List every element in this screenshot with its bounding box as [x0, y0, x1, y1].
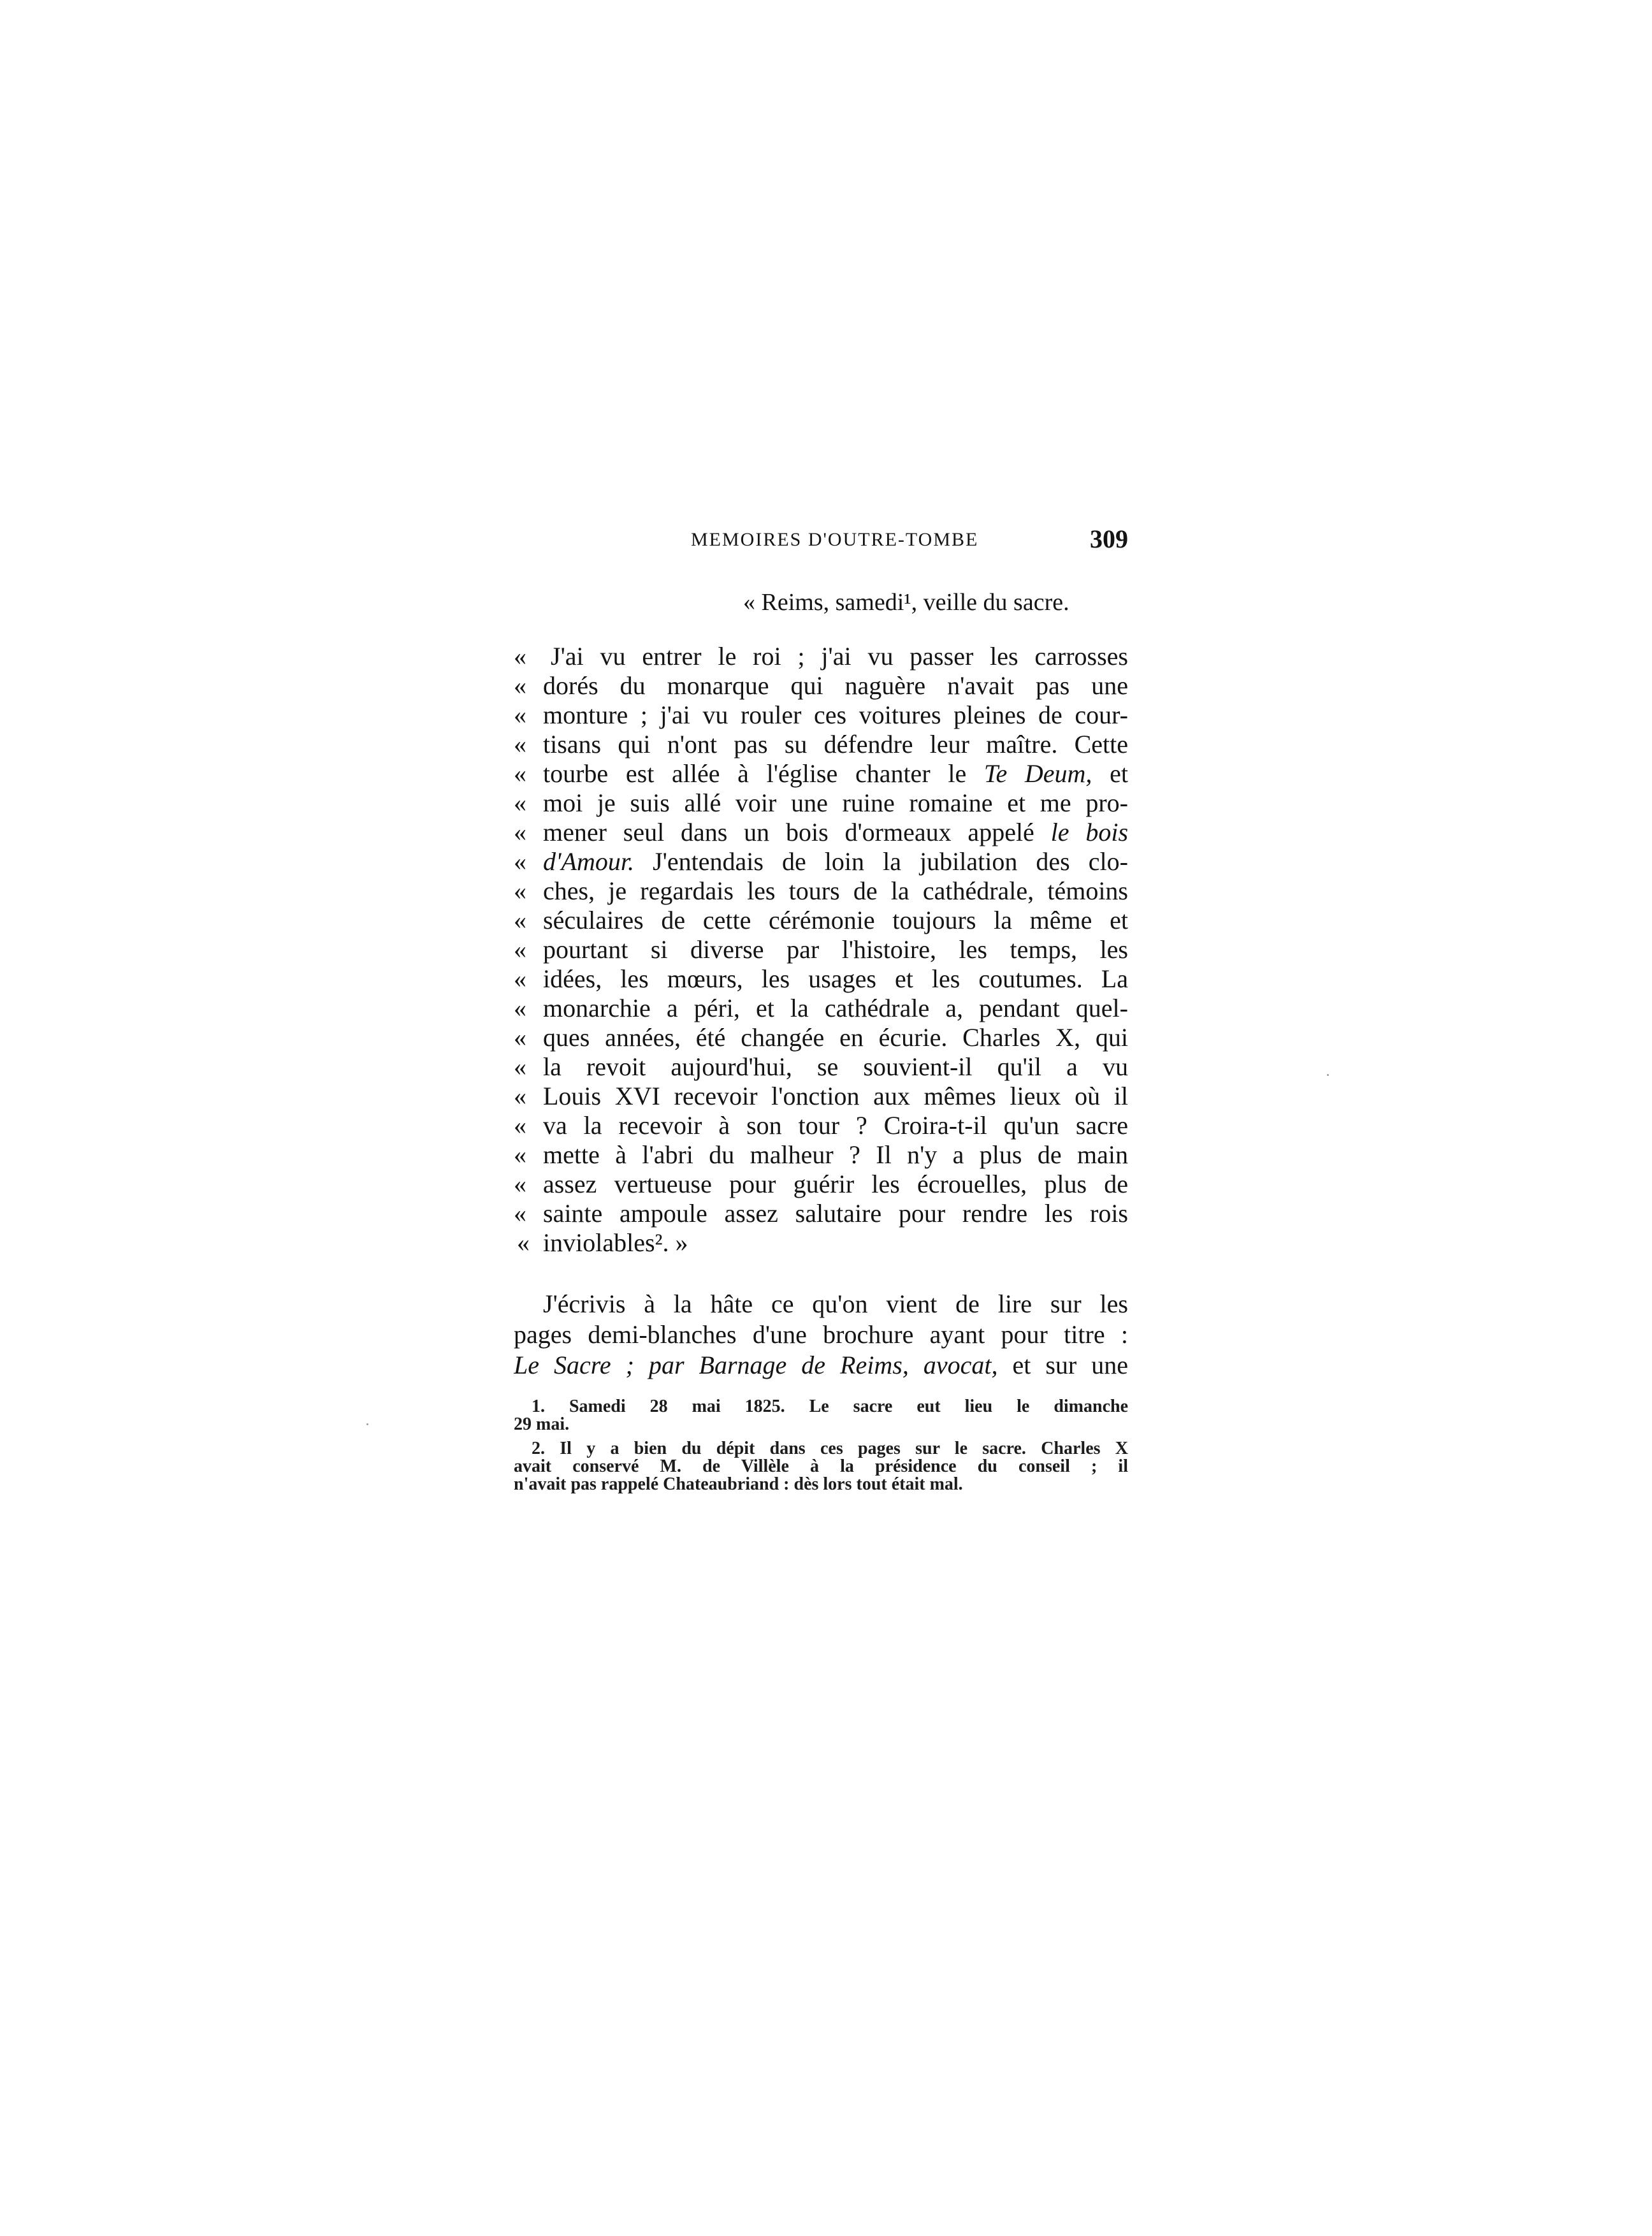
- quote-line-text: sainte ampoule assez salutaire pour rendre les rois: [543, 1199, 1128, 1228]
- quote-line: [514, 847, 1128, 876]
- guillemet: «: [514, 876, 526, 905]
- quote-line: [514, 642, 1128, 671]
- guillemet: «: [517, 1228, 530, 1257]
- guillemet: «: [514, 847, 526, 876]
- guillemet: «: [514, 906, 526, 934]
- guillemet: «: [514, 964, 526, 993]
- quote-line-text: assez vertueuse pour guérir les écrouelles, plus de: [543, 1170, 1128, 1198]
- quote-line-text: tisans qui n'ont pas su défendre leur maître. Cette: [543, 730, 1128, 759]
- paragraph-line: [514, 1350, 1128, 1381]
- quote-line: [514, 876, 1128, 906]
- scan-speck: [366, 1423, 368, 1425]
- guillemet: «: [514, 1170, 526, 1198]
- guillemet: «: [514, 1199, 526, 1228]
- footnote-line: 29 mai.: [514, 1416, 570, 1434]
- scan-speck: [1327, 1074, 1329, 1076]
- guillemet: «: [514, 1052, 526, 1081]
- quote-line-text: la revoit aujourd'hui, se souvient-il qu'il a vu: [543, 1052, 1128, 1081]
- footnote-line: 2. Il y a bien du dépit dans ces pages sur le sacre. Charles X: [532, 1440, 1128, 1458]
- guillemet: «: [514, 759, 526, 788]
- footnote-line: n'avait pas rappelé Chateaubriand : dès lors tout était mal.: [514, 1476, 963, 1493]
- quote-line-text: monture ; j'ai vu rouler ces voitures pleines de cour-: [543, 701, 1128, 729]
- footnote-gap: [514, 1434, 1128, 1440]
- quote-line: [514, 818, 1128, 847]
- dateline: « Reims, samedi¹, veille du sacre.: [743, 589, 1069, 616]
- quote-line: [514, 1052, 1128, 1082]
- quote-line: [514, 1111, 1128, 1140]
- quote-line-text: va la recevoir à son tour ? Croira-t-il qu'un sacre: [543, 1111, 1128, 1140]
- quoted-letter: [514, 642, 1128, 1258]
- guillemet: «: [514, 701, 526, 729]
- quote-line-text: moi je suis allé voir une ruine romaine et me pro-: [543, 788, 1128, 817]
- quote-line-text: mener seul dans un bois d'ormeaux appelé le bois: [543, 818, 1128, 846]
- quote-line: [514, 1082, 1128, 1111]
- quote-line-text: pourtant si diverse par l'histoire, les temps, les: [543, 935, 1128, 964]
- page-header: [514, 524, 1128, 562]
- quote-line-text: tourbe est allée à l'église chanter le Te Deum, et: [543, 759, 1128, 788]
- quote-line-text: J'ai vu entrer le roi ; j'ai vu passer les carrosses: [551, 642, 1128, 671]
- quote-line: [514, 906, 1128, 935]
- quote-line-text: ches, je regardais les tours de la cathédrale, témoins: [543, 876, 1128, 905]
- guillemet: «: [514, 788, 526, 817]
- paragraph-line: [514, 1319, 1128, 1350]
- quote-line-text: dorés du monarque qui naguère n'avait pas une: [543, 671, 1128, 700]
- quote-line-text: monarchie a péri, et la cathédrale a, pendant quel-: [543, 994, 1128, 1022]
- footnotes: [514, 1398, 1128, 1493]
- quote-line-text: mette à l'abri du malheur ? Il n'y a plus de main: [543, 1140, 1128, 1169]
- quote-line-text: d'Amour. J'entendais de loin la jubilation des clo-: [543, 847, 1128, 876]
- quote-line: [514, 1140, 1128, 1170]
- quote-line: [514, 994, 1128, 1023]
- guillemet: «: [514, 1140, 526, 1169]
- guillemet: «: [514, 935, 526, 964]
- quote-line-text: Louis XVI recevoir l'onction aux mêmes lieux où il: [543, 1082, 1128, 1110]
- quote-line: [514, 701, 1128, 730]
- running-title: MEMOIRES D'OUTRE-TOMBE: [691, 529, 979, 550]
- guillemet: «: [514, 818, 526, 846]
- footnote-line: 1. Samedi 28 mai 1825. Le sacre eut lieu le dimanche: [532, 1398, 1128, 1416]
- guillemet: «: [514, 1023, 526, 1052]
- quote-line-text: idées, les mœurs, les usages et les coutumes. La: [543, 964, 1128, 993]
- quote-line: [514, 964, 1128, 994]
- paragraph-line-text: pages demi-blanches d'une brochure ayant pour titre :: [514, 1320, 1128, 1349]
- quote-line: [514, 671, 1128, 701]
- page-number: 309: [1090, 525, 1128, 553]
- quote-line: [514, 1170, 1128, 1199]
- quote-line-text: inviolables². »: [543, 1228, 688, 1257]
- quote-line-text: séculaires de cette cérémonie toujours la même et: [543, 906, 1128, 934]
- quote-line: [514, 1199, 1128, 1228]
- quote-line: [514, 730, 1128, 759]
- quote-line: [514, 935, 1128, 964]
- quote-line: [514, 1228, 1128, 1258]
- footnote-line: avait conservé M. de Villèle à la présidence du conseil ; il: [514, 1458, 1128, 1476]
- guillemet: «: [514, 1111, 526, 1140]
- guillemet: «: [514, 671, 526, 700]
- quote-line: [514, 759, 1128, 788]
- quote-line: [514, 1023, 1128, 1052]
- body-paragraph: [514, 1289, 1128, 1381]
- paragraph-line-text: Le Sacre ; par Barnage de Reims, avocat, et sur une: [514, 1351, 1128, 1379]
- guillemet: «: [514, 642, 526, 671]
- paragraph-line: [514, 1289, 1128, 1319]
- quote-line: [514, 788, 1128, 818]
- guillemet: «: [514, 994, 526, 1022]
- guillemet: «: [514, 730, 526, 759]
- guillemet: «: [514, 1082, 526, 1110]
- quote-line-text: ques années, été changée en écurie. Charles X, qui: [543, 1023, 1128, 1052]
- paragraph-line-text: J'écrivis à la hâte ce qu'on vient de lire sur les: [543, 1289, 1128, 1318]
